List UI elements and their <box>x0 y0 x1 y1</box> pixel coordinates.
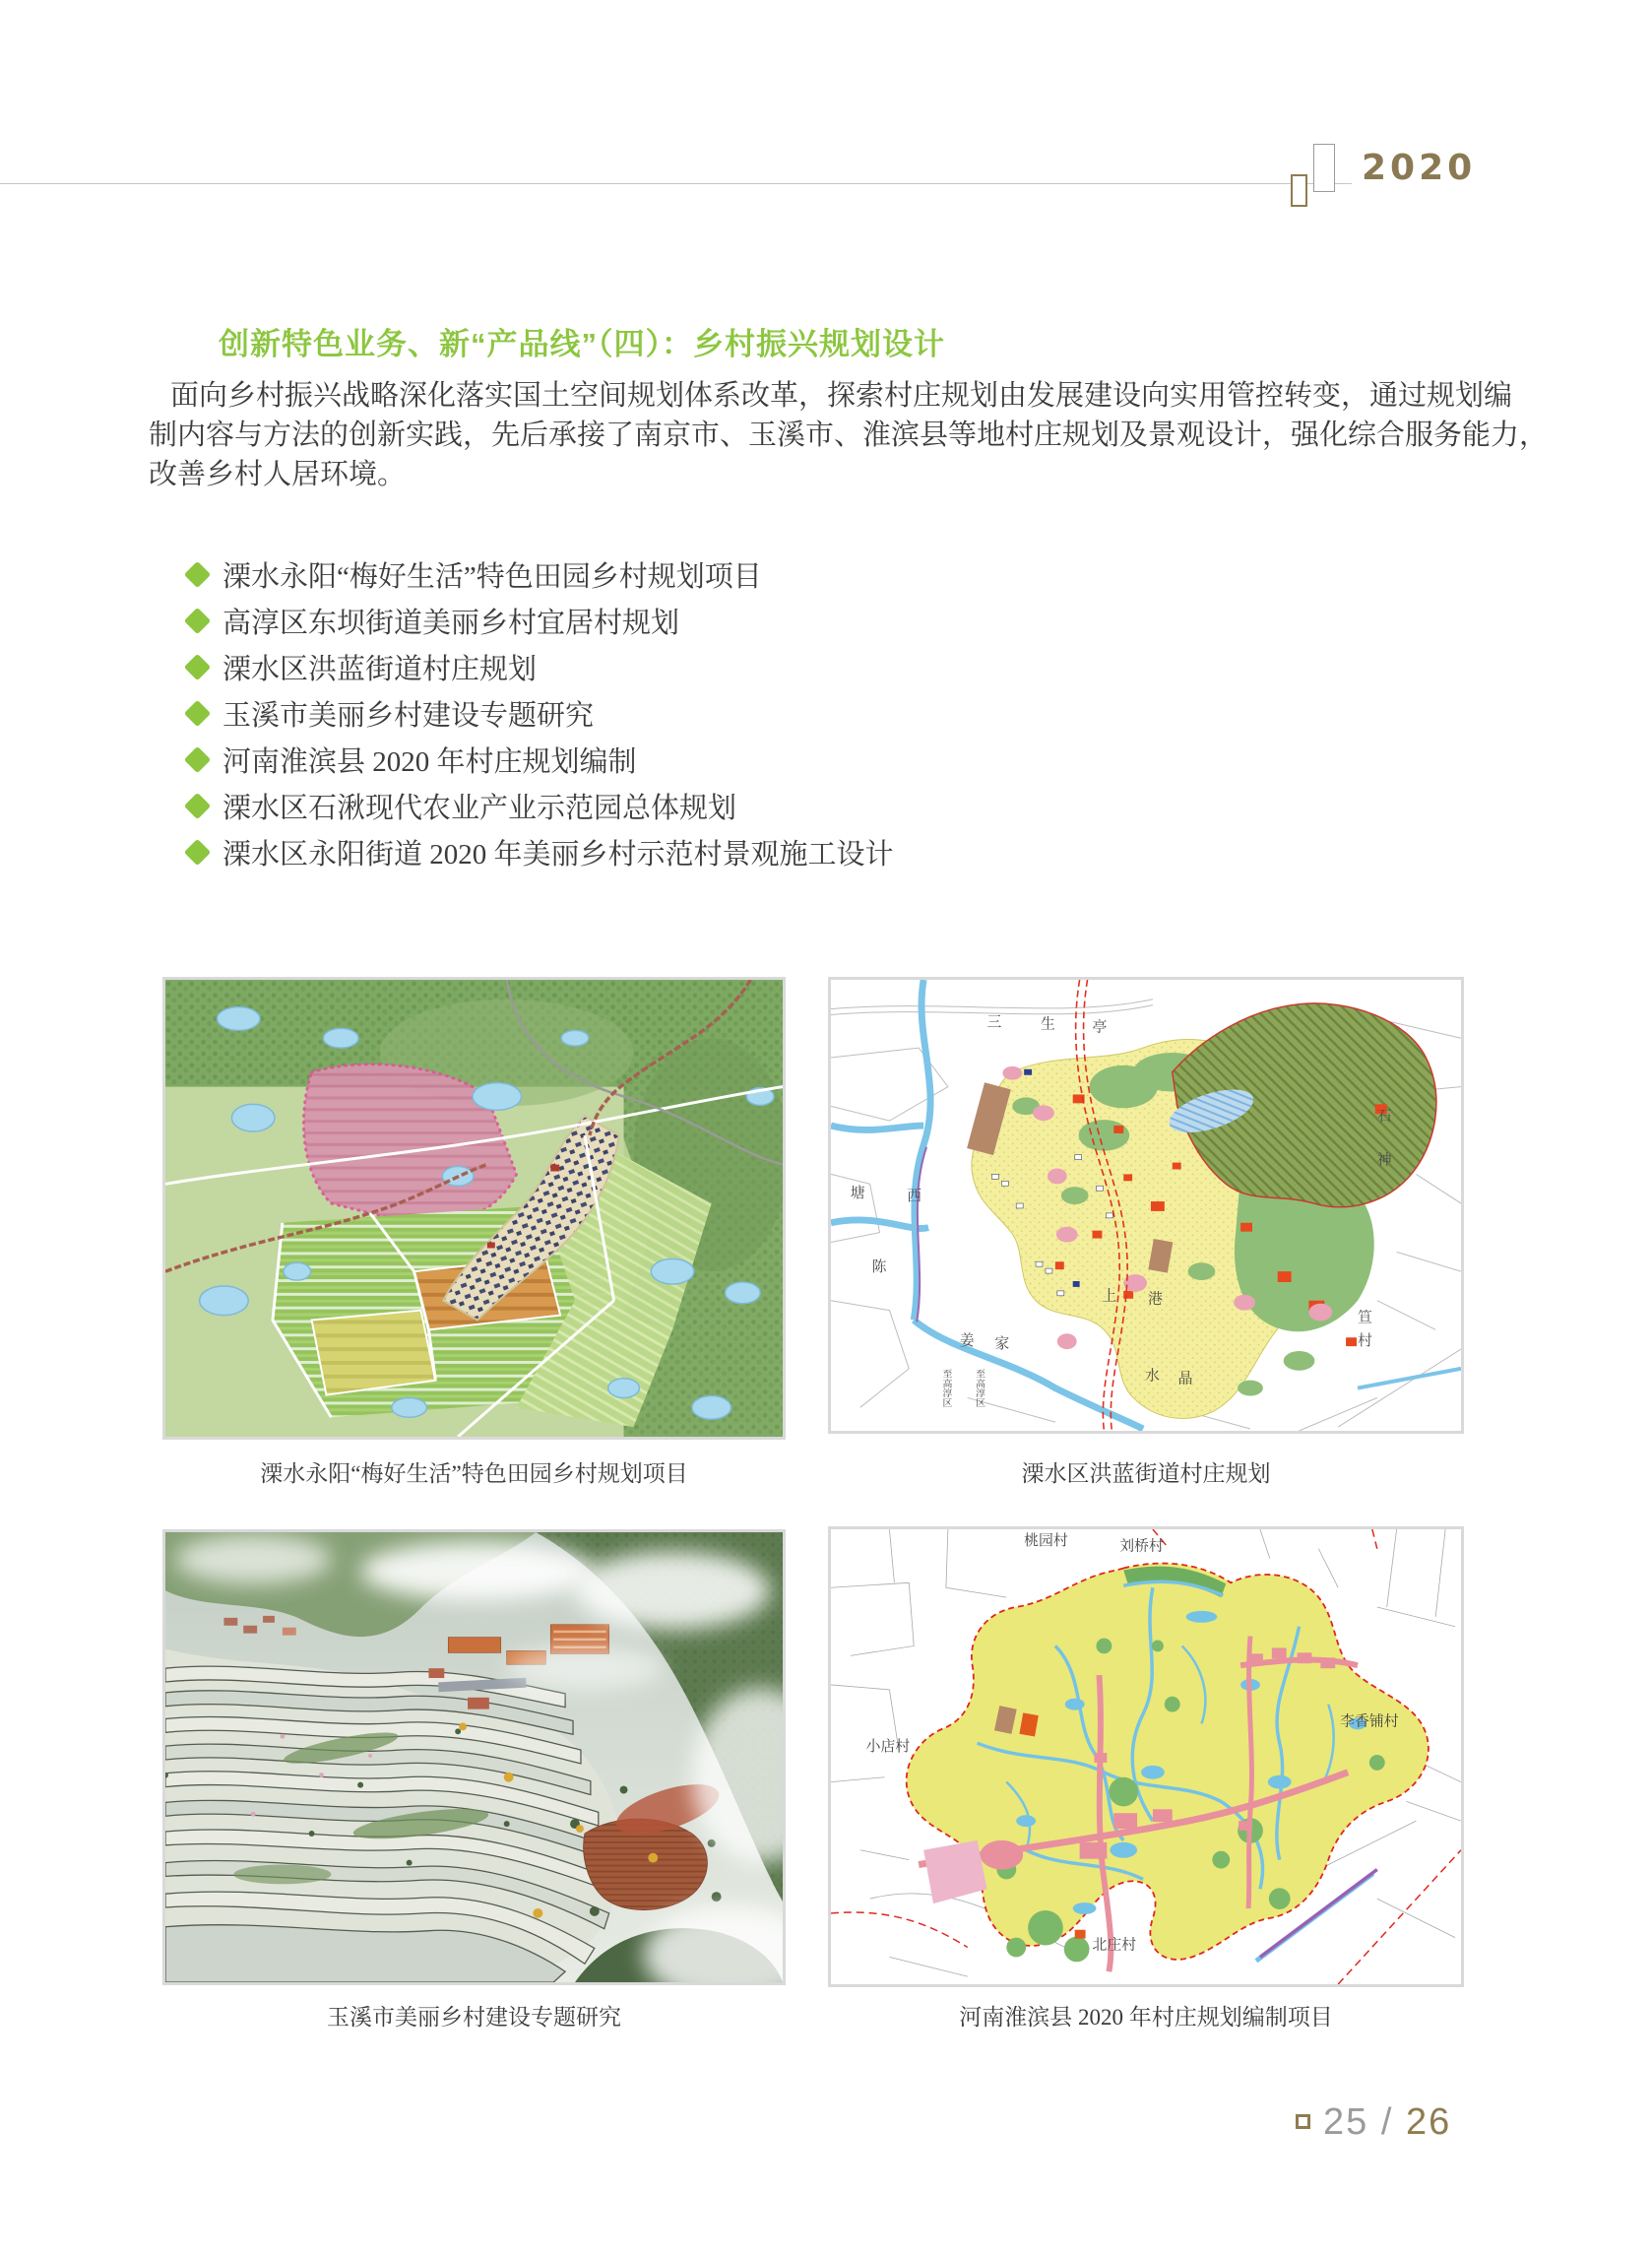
diamond-bullet-icon <box>184 700 211 727</box>
figure-caption: 玉溪市美丽乡村建设专题研究 <box>327 2005 621 2030</box>
map2-label-sheng: 生 <box>1041 1016 1055 1033</box>
page-number-total: 26 <box>1405 2101 1452 2143</box>
page-number-separator: / <box>1380 2101 1394 2143</box>
intro-line: 面向乡村振兴战略深化落实国土空间规划体系改革，探索村庄规划由发展建设向实用管控转变，通过规划编 <box>170 380 1513 412</box>
map-figure-huaibin-plan <box>828 1526 1464 1987</box>
intro-paragraph <box>149 376 1549 494</box>
list-item <box>187 598 894 644</box>
map2-label-zhi-gaochun-2: 至高淳区 <box>974 1368 985 1408</box>
list-item <box>187 829 894 875</box>
figure-caption: 溧水区洪蓝街道村庄规划 <box>1021 1461 1271 1486</box>
map2-label-shen: 神 <box>1376 1152 1392 1169</box>
terraces-photo-image <box>165 1532 783 1982</box>
map2-label-cun: 村 <box>1357 1333 1372 1350</box>
huaibin-plan-image <box>831 1529 1461 1984</box>
map-figure-village-plan <box>162 977 786 1440</box>
map2-label-jia: 家 <box>994 1336 1010 1353</box>
list-item <box>187 644 894 690</box>
map2-label-chen: 陈 <box>871 1259 887 1276</box>
list-item <box>187 737 894 783</box>
list-item-label: 玉溪市美丽乡村建设专题研究 <box>222 700 595 732</box>
logo-tall-rect-icon <box>1313 144 1335 192</box>
map2-label-jiang: 姜 <box>959 1333 975 1350</box>
diamond-bullet-icon <box>184 839 211 866</box>
map4-label-taoyuan: 桃园村 <box>1024 1532 1068 1549</box>
header-year: 2020 <box>1362 148 1477 188</box>
village-plan-image <box>165 980 783 1437</box>
map-figure-terraces-photo <box>162 1529 786 1985</box>
intro-line: 制内容与方法的创新实践，先后承接了南京市、玉溪市、淮滨县等地村庄规划及景观设计，强化综合服务能力， <box>149 419 1549 451</box>
map2-label-ting: 亭 <box>1092 1019 1108 1036</box>
logo-small-rect-icon <box>1291 174 1307 207</box>
map4-label-beizhuang: 北庄村 <box>1092 1937 1137 1954</box>
list-item-label: 河南淮滨县 2020 年村庄规划编制 <box>222 746 637 778</box>
list-item-label: 溧水永阳“梅好生活”特色田园乡村规划项目 <box>222 561 762 593</box>
list-item-label: 溧水区石湫现代农业产业示范园总体规划 <box>222 793 737 824</box>
map2-label-zhi-gaochun: 至高淳区 <box>940 1368 952 1408</box>
map2-label-jing: 晶 <box>1177 1371 1193 1387</box>
list-item <box>187 690 894 737</box>
project-list <box>187 551 894 875</box>
diamond-bullet-icon <box>184 608 211 634</box>
page-number <box>1323 2101 1451 2144</box>
honglan-plan-image <box>831 980 1461 1431</box>
map4-label-lixiangpu: 李香铺村 <box>1340 1713 1399 1730</box>
page-title: 创新特色业务、新“产品线”（四）：乡村振兴规划设计 <box>219 327 945 361</box>
diamond-bullet-icon <box>184 654 211 680</box>
diamond-bullet-icon <box>184 746 211 773</box>
intro-line: 改善乡村人居环境。 <box>149 459 407 490</box>
map2-label-san: 三 <box>986 1014 1002 1031</box>
map2-label-xi: 西 <box>907 1189 922 1205</box>
list-item-label: 溧水区永阳街道 2020 年美丽乡村示范村景观施工设计 <box>222 839 894 871</box>
map-figure-honglan-plan <box>828 977 1464 1434</box>
list-item <box>187 551 894 598</box>
map2-label-tang: 塘 <box>850 1186 865 1202</box>
map2-label-da: 笪 <box>1357 1310 1372 1326</box>
diamond-bullet-icon <box>184 561 211 588</box>
diamond-bullet-icon <box>184 793 211 819</box>
list-item-label: 高淳区东坝街道美丽乡村宜居村规划 <box>222 608 680 639</box>
map2-label-shui: 水 <box>1145 1368 1160 1385</box>
map2-label-shi: 石 <box>1376 1109 1392 1126</box>
figure-caption: 河南淮滨县 2020 年村庄规划编制项目 <box>959 2005 1333 2030</box>
page-number-current: 25 <box>1323 2101 1369 2143</box>
map2-label-shang: 上 <box>1102 1288 1117 1305</box>
page-number-square-icon <box>1296 2114 1310 2129</box>
map4-label-liuqiao: 刘桥村 <box>1119 1538 1164 1555</box>
list-item <box>187 783 894 829</box>
map2-label-gang: 港 <box>1147 1291 1163 1308</box>
figure-caption: 溧水永阳“梅好生活”特色田园乡村规划项目 <box>260 1461 688 1486</box>
list-item-label: 溧水区洪蓝街道村庄规划 <box>222 654 538 685</box>
header-rule <box>0 183 1352 184</box>
map4-label-xiaodian: 小店村 <box>865 1739 911 1756</box>
